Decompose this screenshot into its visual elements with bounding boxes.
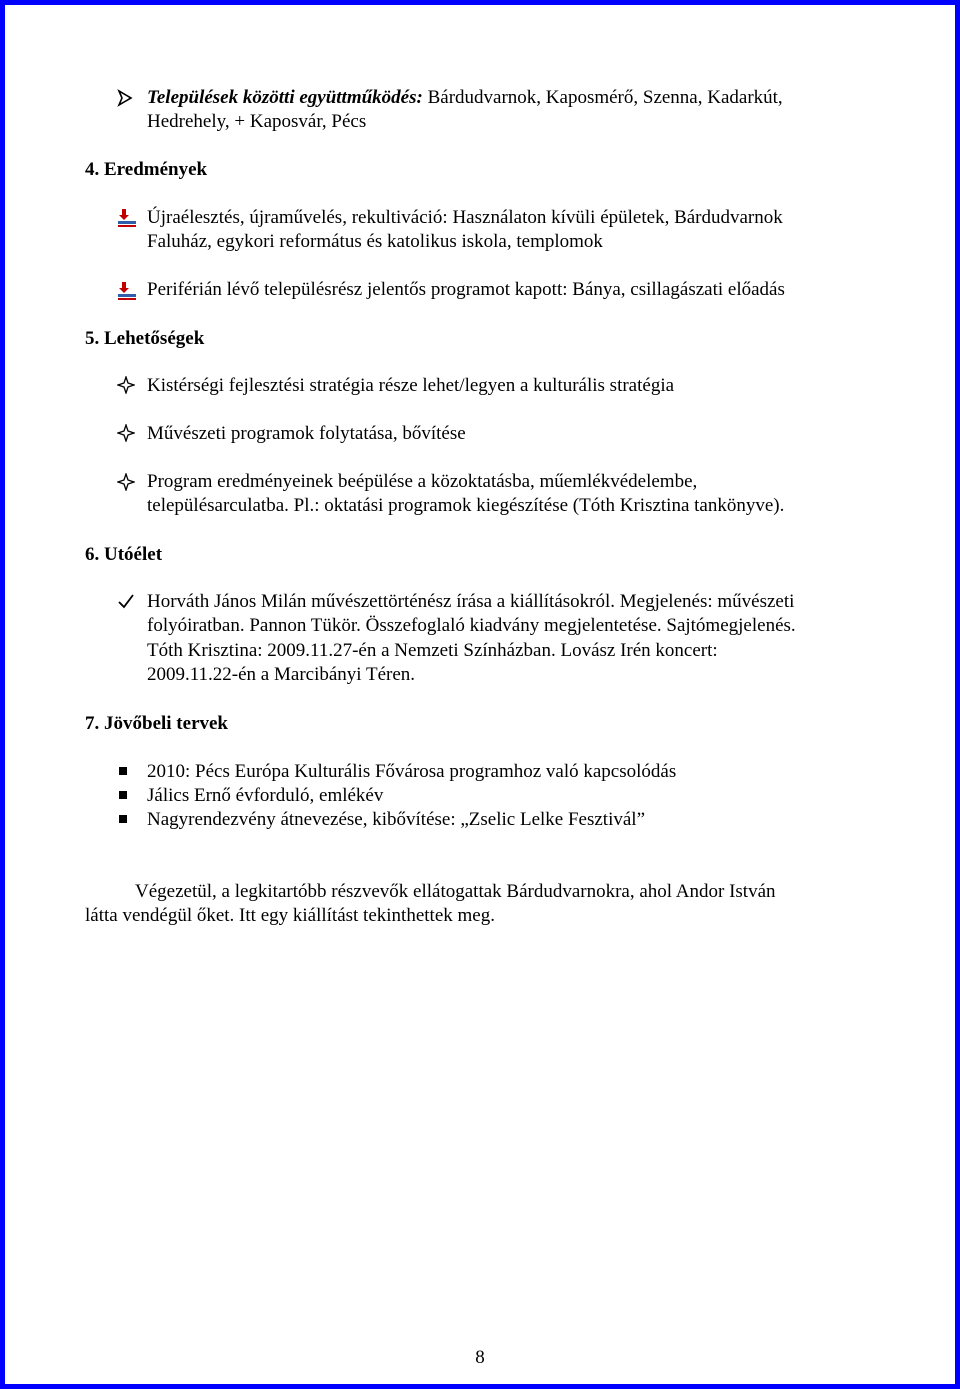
results-item-2: Periférián lévő településrész jelentős programot kapott: Bánya, csillagászati előadás <box>147 279 785 300</box>
afterlife-text-1: Horváth János Milán művészettörténész írása a kiállításokról. Megjelenés: művészeti <box>147 591 795 612</box>
stacked-arrow-icon <box>116 208 138 228</box>
afterlife-line-4: 2009.11.22-én a Marcibányi Téren. <box>147 664 416 685</box>
cooperation-line-1 <box>147 86 783 110</box>
afterlife-line-2 <box>147 614 875 639</box>
section-6-heading: 6. Utóélet <box>85 544 163 565</box>
cooperation-label: Települések közötti együttműködés: <box>147 87 423 108</box>
four-point-star-icon <box>117 376 139 396</box>
closing-line-1 <box>85 880 875 905</box>
cooperation-line-2: Hedrehely, + Kaposvár, Pécs <box>147 111 367 132</box>
opportunities-item-1: Kistérségi fejlesztési stratégia része lehet/legyen a kulturális stratégia <box>147 375 675 396</box>
arrow-head-icon <box>117 89 139 109</box>
closing-line-2: látta vendégül őket. Itt egy kiállítást tekinthettek meg. <box>85 905 495 926</box>
plans-item-2: Jálics Ernő évforduló, emlékév <box>147 785 384 806</box>
opportunities-item-3-line-2: településarculatba. Pl.: oktatási programok kiegészítése (Tóth Krisztina tankönyve). <box>147 495 785 516</box>
opportunities-item-2: Művészeti programok folytatása, bővítése <box>147 423 466 444</box>
opportunities-item-3-text-1: Program eredményeinek beépülése a közoktatásba, műemlékvédelembe, <box>147 471 698 492</box>
afterlife-line-1 <box>147 590 875 615</box>
afterlife-line-3 <box>147 639 875 664</box>
closing-text-1: Végezetül, a legkitartóbb részvevők ellátogattak Bárdudvarnokra, ahol Andor István <box>135 881 776 902</box>
cooperation-text: Bárdudvarnok, Kaposmérő, Szenna, Kadarkút, <box>422 87 783 108</box>
square-bullet-icon <box>119 815 127 823</box>
opportunities-item-3-line-1 <box>147 470 875 495</box>
section-7-heading: 7. Jövőbeli tervek <box>85 713 229 734</box>
section-4-heading: 4. Eredmények <box>85 159 208 180</box>
page-number: 8 <box>475 1347 485 1368</box>
section-5-heading: 5. Lehetőségek <box>85 328 205 349</box>
square-bullet-icon <box>119 767 127 775</box>
afterlife-text-2: folyóiratban. Pannon Tükör. Összefoglaló kiadvány megjelentetése. Sajtómegjelenés. <box>147 615 796 636</box>
four-point-star-icon <box>117 473 139 493</box>
results-item-1-line-2: Faluház, egykori református és katolikus iskola, templomok <box>147 231 603 252</box>
four-point-star-icon <box>117 424 139 444</box>
plans-item-1: 2010: Pécs Európa Kulturális Fővárosa programhoz való kapcsolódás <box>147 761 677 782</box>
square-bullet-icon <box>119 791 127 799</box>
results-item-1-line-1: Újraélesztés, újraművelés, rekultiváció: Használaton kívüli épületek, Bárdudvarnok <box>147 207 783 228</box>
afterlife-text-3: Tóth Krisztina: 2009.11.27-én a Nemzeti Színházban. Lovász Irén koncert: <box>147 640 718 661</box>
check-mark-icon <box>117 592 139 612</box>
plans-item-3: Nagyrendezvény átnevezése, kibővítése: „Zselic Lelke Fesztivál” <box>147 809 645 830</box>
stacked-arrow-icon <box>116 281 138 301</box>
